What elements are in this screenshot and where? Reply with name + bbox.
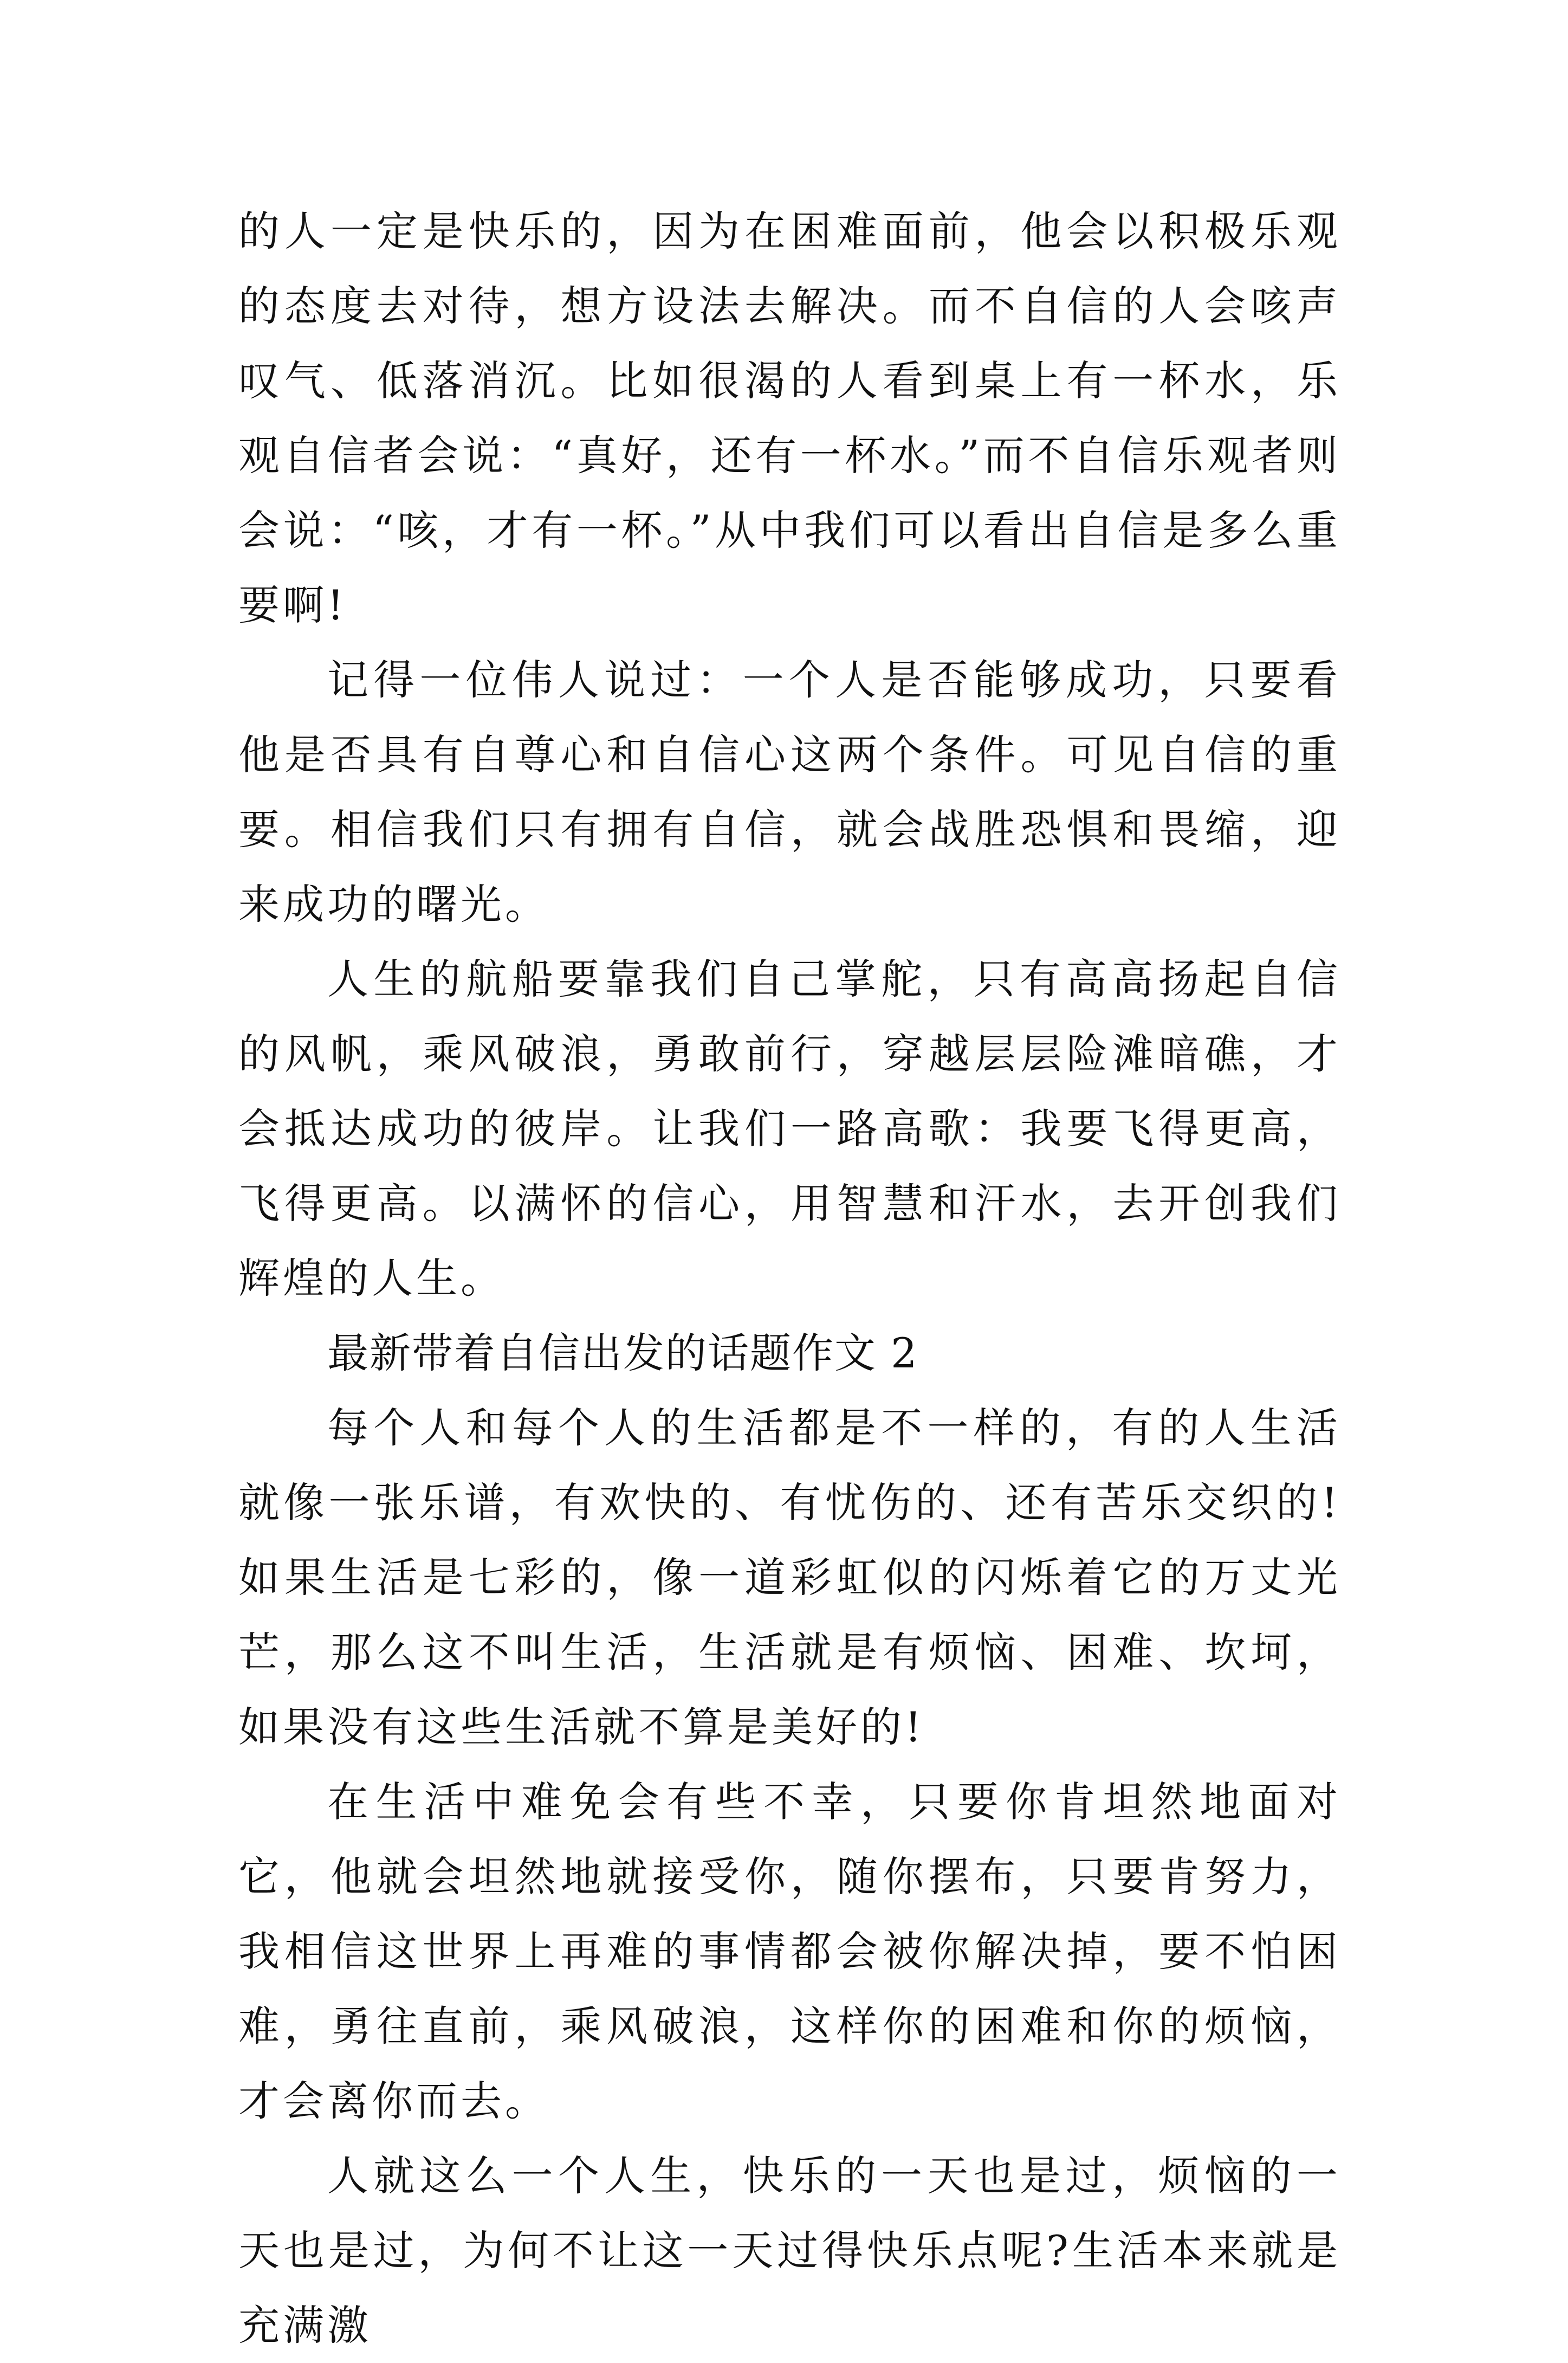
document-body bbox=[238, 194, 1341, 2363]
paragraph-continuation: 的人一定是快乐的，因为在困难面前，他会以积极乐观的态度去对待，想方设法去解决。而不自信的人会咳声叹气、低落消沉。比如很渴的人看到桌上有一杯水，乐观自信者会说：“真好，还有一杯水。”而不自信乐观者则会说：“咳，才有一杯。”从中我们可以看出自信是多么重要啊! bbox=[238, 207, 1341, 629]
paragraph-one-life: 人就这么一个人生，快乐的一天也是过，烦恼的一天也是过，为何不让这一天过得快乐点呢?生活本来就是充满激 bbox=[238, 2152, 1341, 2349]
paragraph-life-differs: 每个人和每个人的生活都是不一样的，有的人生活就像一张乐谱，有欢快的、有忧伤的、还有苦乐交织的!如果生活是七彩的，像一道彩虹似的闪烁着它的万丈光芒，那么这不叫生活，生活就是有烦恼、困难、坎坷，如果没有这些生活就不算是美好的! bbox=[238, 1404, 1341, 1751]
paragraph-great-man-quote: 记得一位伟人说过：一个人是否能够成功，只要看他是否具有自尊心和自信心这两个条件。可见自信的重要。相信我们只有拥有自信，就会战胜恐惧和畏缩，迎来成功的曙光。 bbox=[238, 656, 1341, 928]
section-heading: 最新带着自信出发的话题作文 2 bbox=[327, 1329, 918, 1377]
paragraph-life-ship: 人生的航船要靠我们自己掌舵，只有高高扬起自信的风帆，乘风破浪，勇敢前行，穿越层层险滩暗礁，才会抵达成功的彼岸。让我们一路高歌：我要飞得更高，飞得更高。以满怀的信心，用智慧和汗水，去开创我们辉煌的人生。 bbox=[238, 955, 1341, 1302]
paragraph-misfortune: 在生活中难免会有些不幸，只要你肯坦然地面对它，他就会坦然地就接受你，随你摆布，只要肯努力，我相信这世界上再难的事情都会被你解决掉，要不怕困难，勇往直前，乘风破浪，这样你的困难和你的烦恼，才会离你而去。 bbox=[238, 1778, 1341, 2125]
